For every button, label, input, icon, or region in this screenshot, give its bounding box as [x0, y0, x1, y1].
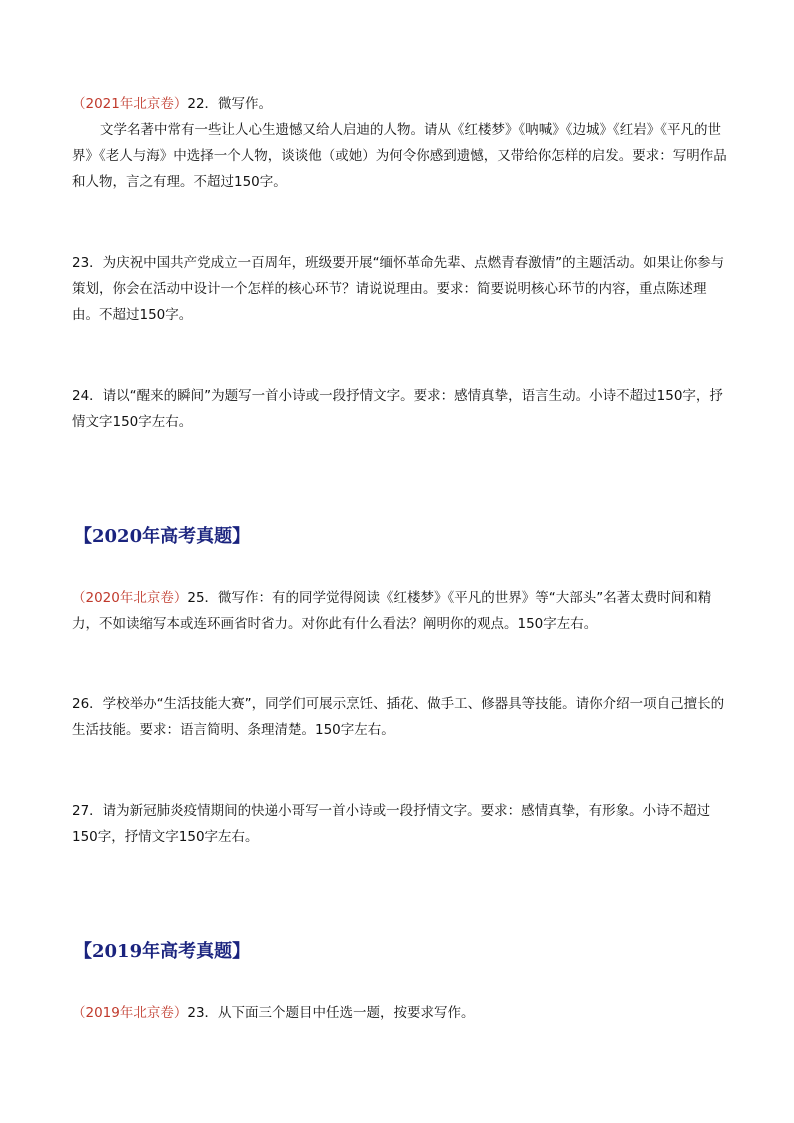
question-25 [72, 585, 732, 637]
question-23b-text: 23．从下面三个题目中任选一题，按要求写作。 [187, 1005, 475, 1021]
question-23b-source: （2019年北京卷） [72, 1005, 188, 1021]
question-22-heading [72, 91, 732, 117]
question-27: 27．请为新冠肺炎疫情期间的快递小哥写一首小诗或一段抒情文字。要求：感情真挚，有形象。小诗不超过150字，抒情文字150字左右。 [72, 803, 711, 845]
question-23b [72, 1000, 732, 1026]
question-23: 23．为庆祝中国共产党成立一百周年，班级要开展“缅怀革命先辈、点燃青春激情”的主题活动。如果让你参与策划，你会在活动中设计一个怎样的核心环节？请说说理由。要求：简要说明核心环节的内容，重点陈述理由。不超过150字。 [72, 255, 725, 323]
section-2020-title: 【2020年高考真题】 [74, 526, 251, 547]
question-22-body: 文学名著中常有一些让人心生遗憾又给人启迪的人物。请从《红楼梦》《呐喊》《边城》《红岩》《平凡的世界》《老人与海》中选择一个人物，谈谈他（或她）为何令你感到遗憾，又带给你怎样的启发。要求：写明作品和人物，言之有理。不超过150字。 [72, 122, 727, 190]
question-24: 24．请以“醒来的瞬间”为题写一首小诗或一段抒情文字。要求：感情真挚，语言生动。小诗不超过150字，抒情文字150字左右。 [72, 388, 723, 430]
question-22-lead: 22．微写作。 [187, 96, 273, 112]
question-26: 26．学校举办“生活技能大赛”，同学们可展示烹饪、插花、做手工、修器具等技能。请你介绍一项自己擅长的生活技能。要求：语言简明、条理清楚。150字左右。 [72, 696, 725, 738]
section-2019-title: 【2019年高考真题】 [74, 941, 251, 962]
question-22-source: （2021年北京卷） [72, 96, 188, 112]
question-25-source: （2020年北京卷） [72, 590, 188, 606]
question-25-text: 25．微写作：有的同学觉得阅读《红楼梦》《平凡的世界》等“大部头”名著太费时间和精力，不如读缩写本或连环画省时省力。对你此有什么看法？阐明你的观点。150字左右。 [72, 590, 712, 632]
